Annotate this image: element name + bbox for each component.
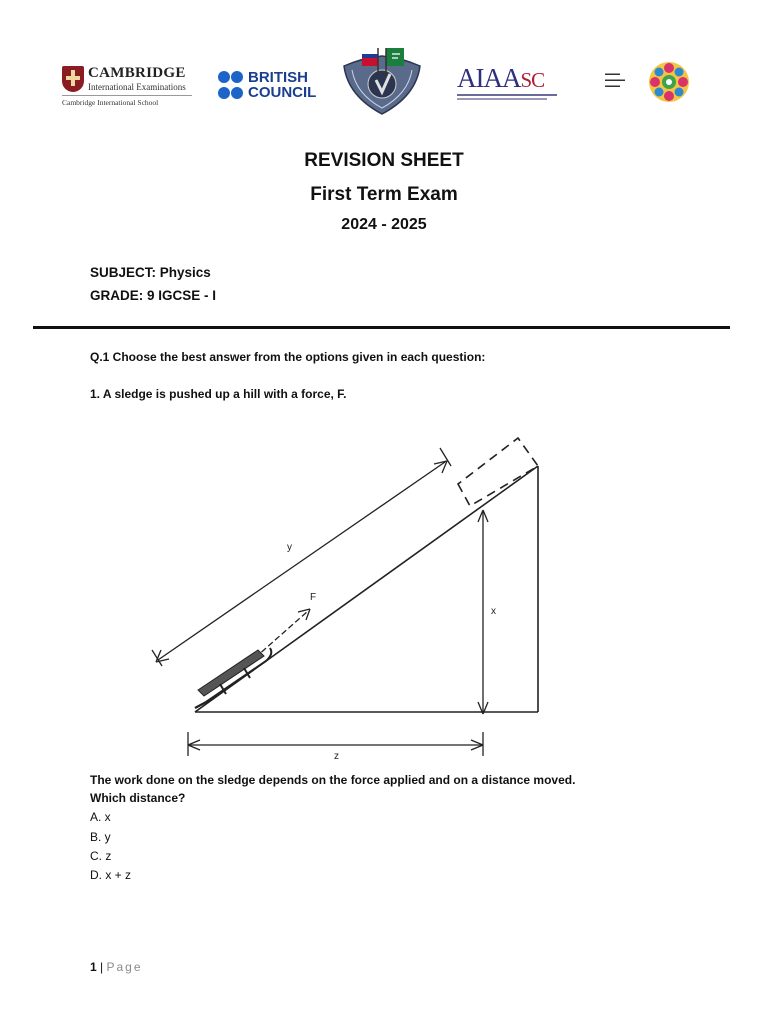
curriculum-logo-text-decoration: ▬▬▬ ▬▬▬▬ ▬▬▬ [605,72,625,89]
cambridge-logo [62,66,192,108]
answer-option: D. x + z [90,868,132,882]
cambridge-shield-icon [62,66,84,92]
answer-option: C. z [90,849,112,863]
sledge-icon [195,648,271,708]
inclined-plane-diagram [140,428,560,768]
document-title: REVISION SHEET [304,150,464,171]
school-crest-logo [340,44,424,116]
label-force: F [310,592,317,603]
british-council-dots-icon [218,71,244,101]
exam-term: First Term Exam [310,184,458,205]
cambridge-logo-subtitle: International Examinations [88,82,186,92]
aiaa-wordmark: AIAASC [457,63,545,93]
cambridge-logo-school: Cambridge International School [62,98,159,107]
grade-label: GRADE: 9 IGCSE - I [90,288,217,303]
page-number: 1 [90,960,97,974]
academic-year: 2024 - 2025 [341,216,427,233]
section-instruction: Q.1 Choose the best answer from the options given in each question: [90,350,486,364]
subject-label: SUBJECT: Physics [90,265,211,280]
page-label: Page [106,960,143,974]
aiaa-tagline-decoration [457,98,547,100]
page-footer [90,960,143,974]
british-council-wordmark: BRITISH COUNCIL [248,69,317,101]
cambridge-logo-title: CAMBRIDGE [88,65,186,81]
aiaa-logo [457,63,559,106]
answer-option: A. x [90,810,111,824]
british-council-logo [218,69,317,104]
label-x: x [491,606,496,617]
mandala-icon [645,60,693,104]
question-prompt: The work done on the sledge depends on the force applied and on a distance moved. [90,773,576,787]
question-prompt-sub: Which distance? [90,791,186,805]
header-divider [33,326,730,329]
dashed-final-position [458,438,538,506]
aiaa-tagline-decoration [457,94,557,96]
label-y: y [287,542,292,553]
international-curriculum-logo [605,60,697,104]
question-stem: 1. A sledge is pushed up a hill with a force, F. [90,387,347,401]
answer-option: B. y [90,830,111,844]
cambridge-logo-divider [62,95,192,96]
footer-separator: | [96,960,107,974]
y-dimension-arrow [158,462,445,660]
label-z: z [334,751,339,762]
